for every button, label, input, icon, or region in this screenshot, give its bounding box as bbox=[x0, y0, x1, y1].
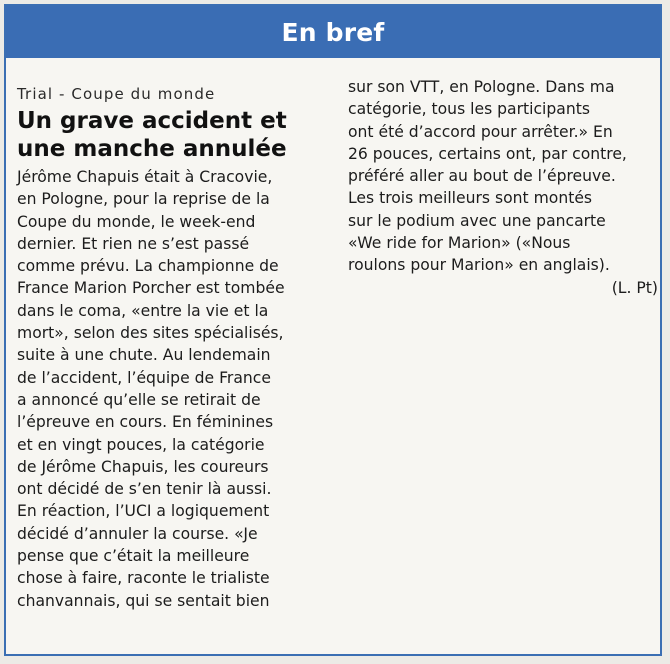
body-line: décidé d’annuler la course. «Je bbox=[17, 524, 258, 543]
body-line: Coupe du monde, le week-end bbox=[17, 212, 256, 231]
body-line: «We ride for Marion» («Nous bbox=[348, 234, 571, 253]
body-line: roulons pour Marion» en anglais). bbox=[348, 256, 610, 275]
body-line: dans le coma, «entre la vie et la bbox=[17, 301, 269, 320]
body-line: de Jérôme Chapuis, les coureurs bbox=[17, 457, 269, 476]
body-line: catégorie, tous les participants bbox=[348, 100, 590, 119]
article-headline bbox=[17, 107, 337, 163]
body-line: comme prévu. La championne de bbox=[17, 257, 279, 276]
body-line: mort», selon des sites spécialisés, bbox=[17, 324, 284, 343]
body-line: de l’accident, l’équipe de France bbox=[17, 368, 271, 387]
body-line: pense que c’était la meilleure bbox=[17, 547, 250, 566]
body-line: ont été d’accord pour arrêter.» En bbox=[348, 122, 613, 141]
author-signature: (L. Pt) bbox=[611, 278, 658, 297]
news-clipping bbox=[4, 4, 662, 656]
left-column bbox=[17, 66, 337, 612]
body-line: chanvannais, qui se sentait bien bbox=[17, 591, 270, 610]
body-line: ont décidé de s’en tenir là aussi. bbox=[17, 480, 272, 499]
section-banner bbox=[6, 6, 660, 58]
body-line: chose à faire, raconte le trialiste bbox=[17, 569, 270, 588]
body-line: Jérôme Chapuis était à Cracovie, bbox=[17, 168, 273, 186]
body-line: sur le podium avec une pancarte bbox=[348, 211, 606, 230]
right-column bbox=[348, 76, 660, 299]
body-line: en Pologne, pour la reprise de la bbox=[17, 190, 270, 209]
section-title: En bref bbox=[281, 17, 385, 47]
headline-line: une manche annulée bbox=[17, 136, 287, 162]
body-line: l’épreuve en cours. En féminines bbox=[17, 413, 274, 432]
body-line: En réaction, l’UCI a logiquement bbox=[17, 502, 270, 521]
body-line: Les trois meilleurs sont montés bbox=[348, 189, 593, 208]
body-line: France Marion Porcher est tombée bbox=[17, 279, 285, 298]
body-line: et en vingt pouces, la catégorie bbox=[17, 435, 265, 454]
article-kicker: Trial - Coupe du monde bbox=[17, 85, 216, 103]
body-line: suite à une chute. Au lendemain bbox=[17, 346, 271, 365]
headline-line: Un grave accident et bbox=[17, 108, 287, 134]
body-line: sur son VTT, en Pologne. Dans ma bbox=[348, 78, 615, 96]
article-body-left bbox=[17, 166, 337, 612]
body-line: 26 pouces, certains ont, par contre, bbox=[348, 144, 627, 163]
body-line: a annoncé qu’elle se retirait de bbox=[17, 390, 261, 409]
body-line: préféré aller au bout de l’épreuve. bbox=[348, 167, 616, 186]
body-line: dernier. Et rien ne s’est passé bbox=[17, 234, 250, 253]
